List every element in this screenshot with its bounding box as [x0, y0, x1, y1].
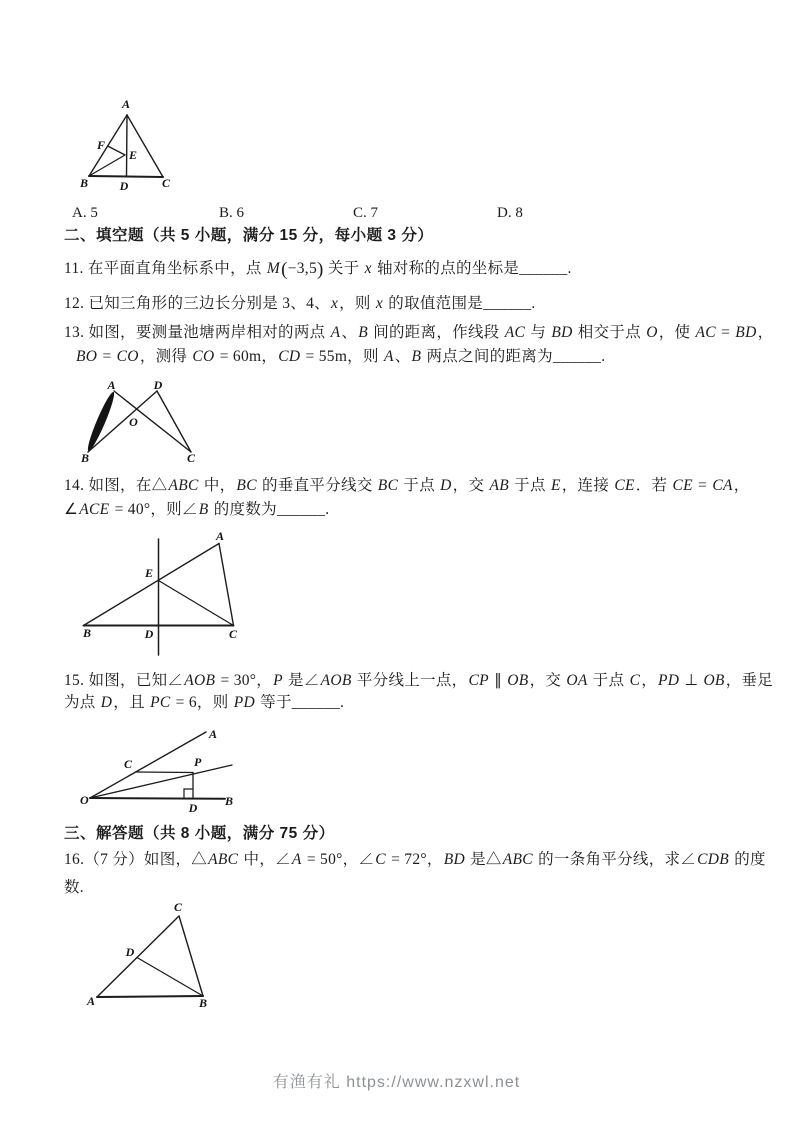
fig15-label-A: A [209, 727, 218, 741]
question-16-line-1: 16.（7 分）如图，△ABC 中，∠A = 50°，∠C = 72°，BD 是△ABC 的一条角平分线，求∠CDB 的度 [64, 851, 766, 868]
fig15-label-O: O [80, 793, 89, 807]
footer-watermark: 有渔有礼 https://www.nzxwl.net [272, 1074, 521, 1091]
fig13-label-C: C [186, 451, 196, 465]
fig10-label-D: D [119, 179, 129, 193]
right-angle-mark [184, 789, 193, 798]
fig15-label-P: P [194, 755, 202, 769]
fig14-label-E: E [144, 566, 154, 580]
fig16-label-D: D [125, 945, 135, 959]
question-16-line-2: 数. [64, 879, 84, 896]
ray-OA [90, 732, 206, 798]
fig16-label-A: A [86, 994, 96, 1008]
question-14-line-2: ∠ACE = 40°，则∠B 的度数为______. [64, 501, 330, 518]
fig10-label-C: C [161, 176, 171, 190]
fig13-label-B: B [80, 451, 90, 465]
ray-bisector [90, 765, 232, 798]
option-B: B. 6 [219, 205, 245, 221]
fig15-label-B: B [225, 794, 234, 808]
section-fill-in-header: 二、填空题（共 5 小题，满分 15 分，每小题 3 分） [64, 227, 434, 244]
segments [97, 916, 203, 997]
ray-OB [90, 798, 225, 799]
figure-q13-pond [80, 375, 205, 470]
fig16-label-C: C [173, 900, 183, 914]
fig13-label-D: D [153, 378, 163, 392]
fig14-label-A: A [215, 530, 225, 543]
fig10-label-E: E [129, 148, 138, 162]
fig15-label-C: C [124, 757, 133, 771]
fig15-label-D: D [188, 801, 198, 815]
question-13-line-1: 13. 如图，要测量池塘两岸相对的两点 A、B 间的距离，作线段 AC 与 BD 相交于点 O，使 AC = BD， [64, 324, 774, 341]
fig10-label-F: F [97, 138, 106, 152]
fig14-label-B: B [82, 626, 92, 640]
question-15-line-2: 为点 D，且 PC = 6，则 PD 等于______. [64, 694, 345, 711]
section-answer-header: 三、解答题（共 8 小题，满分 75 分） [64, 825, 335, 842]
fig16-label-B: B [198, 996, 208, 1010]
figure-q16-triangle [85, 898, 215, 1012]
pond-shape [85, 390, 118, 452]
figure-q15-angle [78, 722, 243, 822]
segments [90, 732, 232, 799]
question-12-text: 12. 已知三角形的三边长分别是 3、4、x，则 x 的取值范围是______. [64, 295, 536, 312]
question-11-text: 11. 在平面直角坐标系中，点 M(−3,5) 关于 x 轴对称的点的坐标是______. [64, 259, 572, 280]
question-14-line-1: 14. 如图，在△ABC 中，BC 的垂直平分线交 BC 于点 D，交 AB 于点 E，连接 CE．若 CE = CA， [64, 477, 750, 494]
segment-CP [136, 772, 193, 773]
fig10-label-A: A [121, 97, 131, 111]
fig13-label-A: A [107, 378, 116, 392]
figure-q14-bisector [75, 530, 250, 662]
fig14-label-C: C [228, 627, 238, 641]
segments [84, 539, 234, 655]
fig14-label-D: D [144, 627, 154, 641]
option-D: D. 8 [497, 205, 523, 221]
fig10-label-B: B [79, 176, 89, 190]
question-13-line-2: BO = CO，测得 CO = 60m，CD = 55m，则 A、B 两点之间的距离为______. [76, 348, 606, 365]
fig13-label-O: O [129, 415, 138, 429]
question-15-line-1: 15. 如图，已知∠AOB = 30°，P 是∠AOB 平分线上一点，CP ∥ OB，交 OA 于点 C，PD ⊥ OB，垂足 [64, 672, 774, 689]
option-C: C. 7 [353, 205, 379, 221]
option-A: A. 5 [72, 205, 98, 221]
figure-q10-triangle [70, 95, 180, 203]
